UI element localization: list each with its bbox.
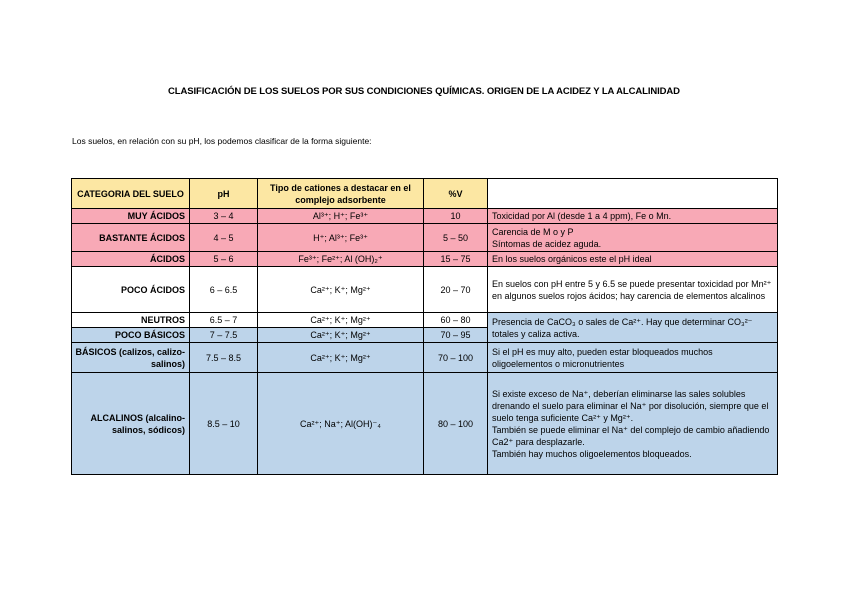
row-description-line: Si existe exceso de Na⁺, deberían eliminarse las sales solubles drenando el suelo para eliminar el Na⁺ por disolución, siempre que el suelo tenga suficiente Ca²⁺ y Mg²⁺.: [492, 388, 769, 423]
table-row: [72, 224, 778, 252]
row-cations: Ca²⁺; K⁺; Mg²⁺: [258, 267, 424, 313]
table-row: [72, 209, 778, 224]
row-description: Si el pH es muy alto, pueden estar bloqueados muchos oligoelementos o micronutrientes: [488, 343, 778, 373]
row-v: 70 – 95: [424, 328, 488, 343]
intro-text: Los suelos, en relación con su pH, los podemos clasificar de la forma siguiente:: [72, 136, 372, 146]
header-description: [488, 179, 778, 209]
row-cations: Fe³⁺; Fe²⁺; Al (OH)₂⁺: [258, 252, 424, 267]
row-cations: Ca²⁺; Na⁺; Al(OH)⁻₄: [258, 373, 424, 475]
row-category: NEUTROS: [72, 313, 190, 328]
row-v: 70 – 100: [424, 343, 488, 373]
table-row: [72, 267, 778, 313]
row-v: 80 – 100: [424, 373, 488, 475]
row-cations: Al³⁺; H⁺; Fe³⁺: [258, 209, 424, 224]
row-v: 5 – 50: [424, 224, 488, 252]
row-description: [488, 373, 778, 475]
row-ph: 6.5 – 7: [190, 313, 258, 328]
header-ph: pH: [190, 179, 258, 209]
row-cations: Ca²⁺; K⁺; Mg²⁺: [258, 313, 424, 328]
row-description: En los suelos orgánicos este el pH ideal: [488, 252, 778, 267]
row-category: ALCALINOS (alcalino-salinos, sódicos): [72, 373, 190, 475]
row-description: En suelos con pH entre 5 y 6.5 se puede presentar toxicidad por Mn²⁺ en algunos suelos rojos ácidos; hay carencia de elementos alcalinos: [488, 267, 778, 313]
row-description: [488, 224, 778, 252]
header-cations: Tipo de cationes a destacar en el complejo adsorbente: [258, 179, 424, 209]
table-row: [72, 373, 778, 475]
row-cations: H⁺; Al³⁺; Fe³⁺: [258, 224, 424, 252]
row-v: 10: [424, 209, 488, 224]
row-v: 20 – 70: [424, 267, 488, 313]
row-category: ÁCIDOS: [72, 252, 190, 267]
page-title: CLASIFICACIÓN DE LOS SUELOS POR SUS CONDICIONES QUÍMICAS. ORIGEN DE LA ACIDEZ Y LA ALCALINIDAD: [168, 86, 680, 97]
row-ph: 7 – 7.5: [190, 328, 258, 343]
table-row: [72, 313, 778, 328]
row-category: MUY ÁCIDOS: [72, 209, 190, 224]
row-ph: 5 – 6: [190, 252, 258, 267]
header-v: %V: [424, 179, 488, 209]
row-v: 60 – 80: [424, 313, 488, 328]
row-ph: 3 – 4: [190, 209, 258, 224]
row-description: Presencia de CaCO₃ o sales de Ca²⁺. Hay que determinar CO₃²⁻ totales y caliza activa.: [488, 313, 778, 343]
row-category: POCO BÁSICOS: [72, 328, 190, 343]
table-row: [72, 252, 778, 267]
row-cations: Ca²⁺; K⁺; Mg²⁺: [258, 343, 424, 373]
row-description-line: También se puede eliminar el Na⁺ del complejo de cambio añadiendo Ca2⁺ para desplazarle.: [492, 424, 770, 447]
row-ph: 6 – 6.5: [190, 267, 258, 313]
row-ph: 4 – 5: [190, 224, 258, 252]
row-description: Toxicidad por Al (desde 1 a 4 ppm), Fe o Mn.: [488, 209, 778, 224]
row-description-line: También hay muchos oligoelementos bloqueados.: [492, 448, 692, 459]
row-description-line: Carencia de M o y P: [492, 226, 574, 237]
row-cations: Ca²⁺; K⁺; Mg²⁺: [258, 328, 424, 343]
header-category: CATEGORIA DEL SUELO: [72, 179, 190, 209]
row-category: BASTANTE ÁCIDOS: [72, 224, 190, 252]
row-category: BÁSICOS (calizos, calizo-salinos): [72, 343, 190, 373]
row-ph: 8.5 – 10: [190, 373, 258, 475]
row-v: 15 – 75: [424, 252, 488, 267]
table-row: [72, 343, 778, 373]
header-row: [72, 179, 778, 209]
row-description-line: Síntomas de acidez aguda.: [492, 238, 602, 249]
soil-classification-table: [71, 178, 778, 475]
row-category: POCO ÁCIDOS: [72, 267, 190, 313]
row-ph: 7.5 – 8.5: [190, 343, 258, 373]
